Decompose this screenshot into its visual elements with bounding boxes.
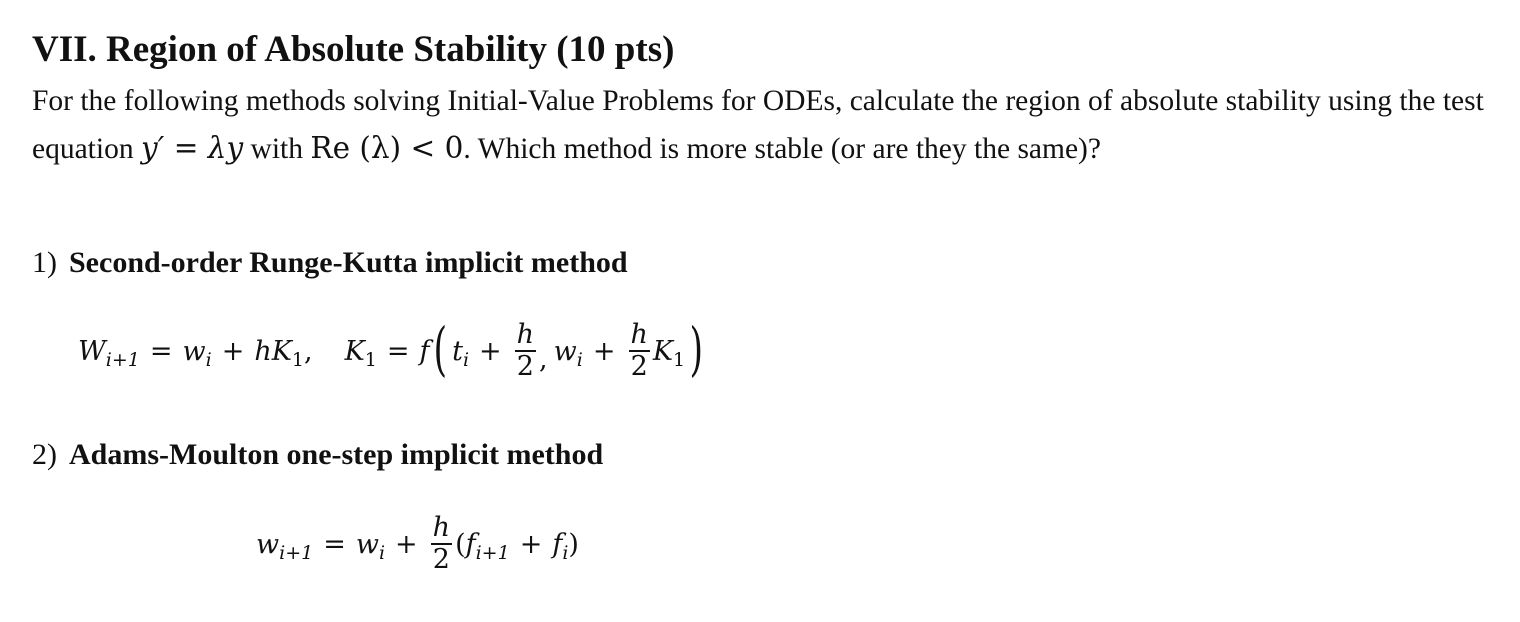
test-equation: y′ = λy [140,131,244,165]
stability-condition: Re (λ) < 0 [310,131,464,165]
intro-text-1: For the following methods solving Initial-Value Problems for ODEs, calculate the region of absolute stability using the test equation [32,85,1484,165]
item-2-title: Adams-Moulton one-step implicit method [69,438,604,471]
intro-text-3: . Which method is more stable (or are they the same)? [463,133,1101,165]
intro-text-2: with [243,133,311,165]
problem-intro [32,78,1492,173]
item-1-title: Second-order Runge-Kutta implicit method [69,246,628,279]
item-2-number: 2) [32,438,57,471]
item-1-heading [32,241,628,285]
item-1-formula: W i+1 = w i + hK 1 , K 1 = f ( t i + $\frac{h}{2}$ , w i + $\frac{h}{2}$ K 1 ) [78,315,704,383]
item-2-formula: w i+1 = w i + $\frac{h}{2}$ ( f i+1 + f i ) [256,512,579,575]
section-title: VII. Region of Absolute Stability (10 pts) [32,29,675,70]
item-2-heading [32,433,603,477]
item-1-number: 1) [32,246,57,279]
problem-section [32,26,1492,173]
